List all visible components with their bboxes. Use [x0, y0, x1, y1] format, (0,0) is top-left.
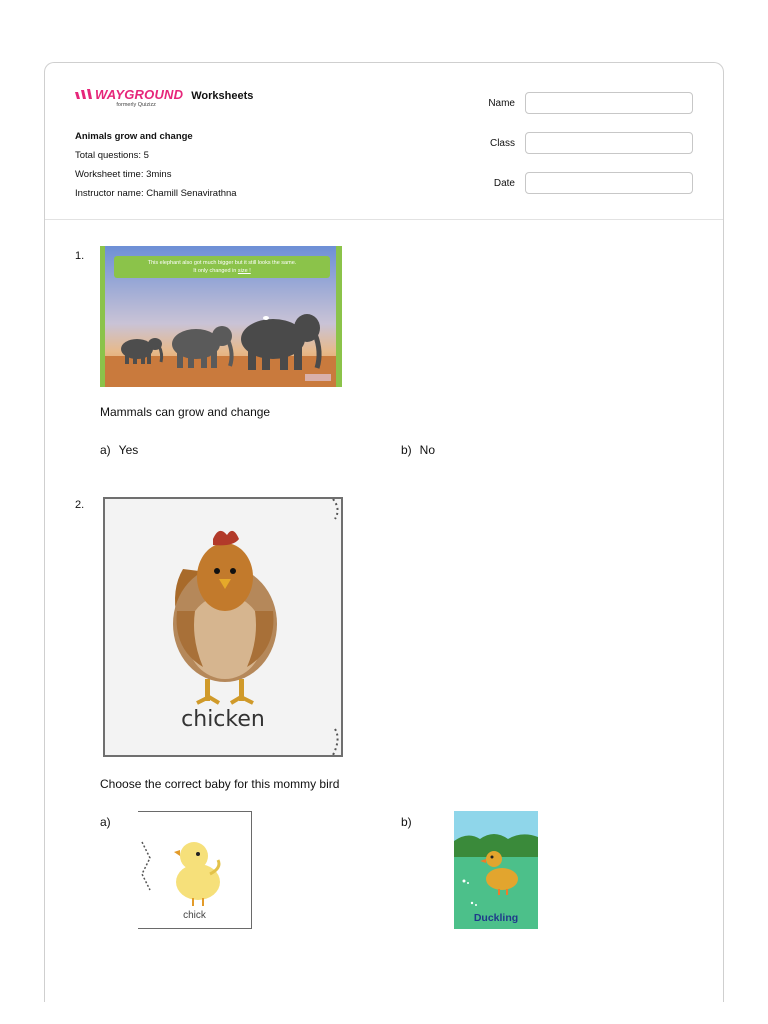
duckling-option-image[interactable] — [454, 811, 538, 929]
duckling-caption: Duckling — [473, 912, 519, 924]
logo-mark-icon — [75, 89, 93, 100]
worksheet-info — [75, 127, 237, 203]
date-field[interactable] — [525, 172, 693, 194]
date-label: Date — [493, 177, 515, 189]
student-fields — [485, 91, 693, 211]
wayground-logo — [75, 88, 183, 108]
header-divider — [45, 219, 723, 220]
class-field[interactable] — [525, 132, 693, 154]
name-field[interactable] — [525, 92, 693, 114]
question-2-option-b-letter: b) — [401, 815, 412, 829]
logo-text: WAYGROUND — [95, 87, 184, 102]
question-2-option-a-letter: a) — [100, 815, 111, 829]
name-label: Name — [488, 97, 515, 109]
question-1-option-a[interactable]: a) Yes — [100, 443, 139, 457]
question-1-text: Mammals can grow and change — [100, 405, 271, 419]
chicken-caption: chicken — [181, 707, 265, 732]
logo-subtitle: formerly Quizizz — [116, 102, 156, 108]
question-2-text: Choose the correct baby for this mommy bird — [100, 777, 340, 791]
total-questions: Total questions: 5 — [75, 150, 149, 161]
worksheet-time: Worksheet time: 3mins — [75, 169, 172, 180]
question-2-number: 2. — [75, 499, 85, 511]
product-name: Worksheets — [191, 90, 254, 102]
chicken-image — [103, 497, 343, 757]
question-1-number: 1. — [75, 250, 85, 262]
worksheet-title: Animals grow and change — [75, 131, 193, 142]
brand-header — [75, 88, 253, 108]
worksheet-page — [44, 62, 724, 1002]
class-label: Class — [489, 137, 515, 149]
chick-caption: chick — [183, 910, 206, 921]
instructor-name: Instructor name: Chamill Senavirathna — [75, 188, 237, 199]
elephant-growth-image — [100, 246, 342, 387]
question-1-option-b[interactable]: b) No — [401, 443, 436, 457]
elephant-image-banner: This elephant also got much bigger but it still looks the same. It only changed in size ! — [114, 256, 330, 278]
chick-option-image[interactable] — [138, 811, 252, 929]
